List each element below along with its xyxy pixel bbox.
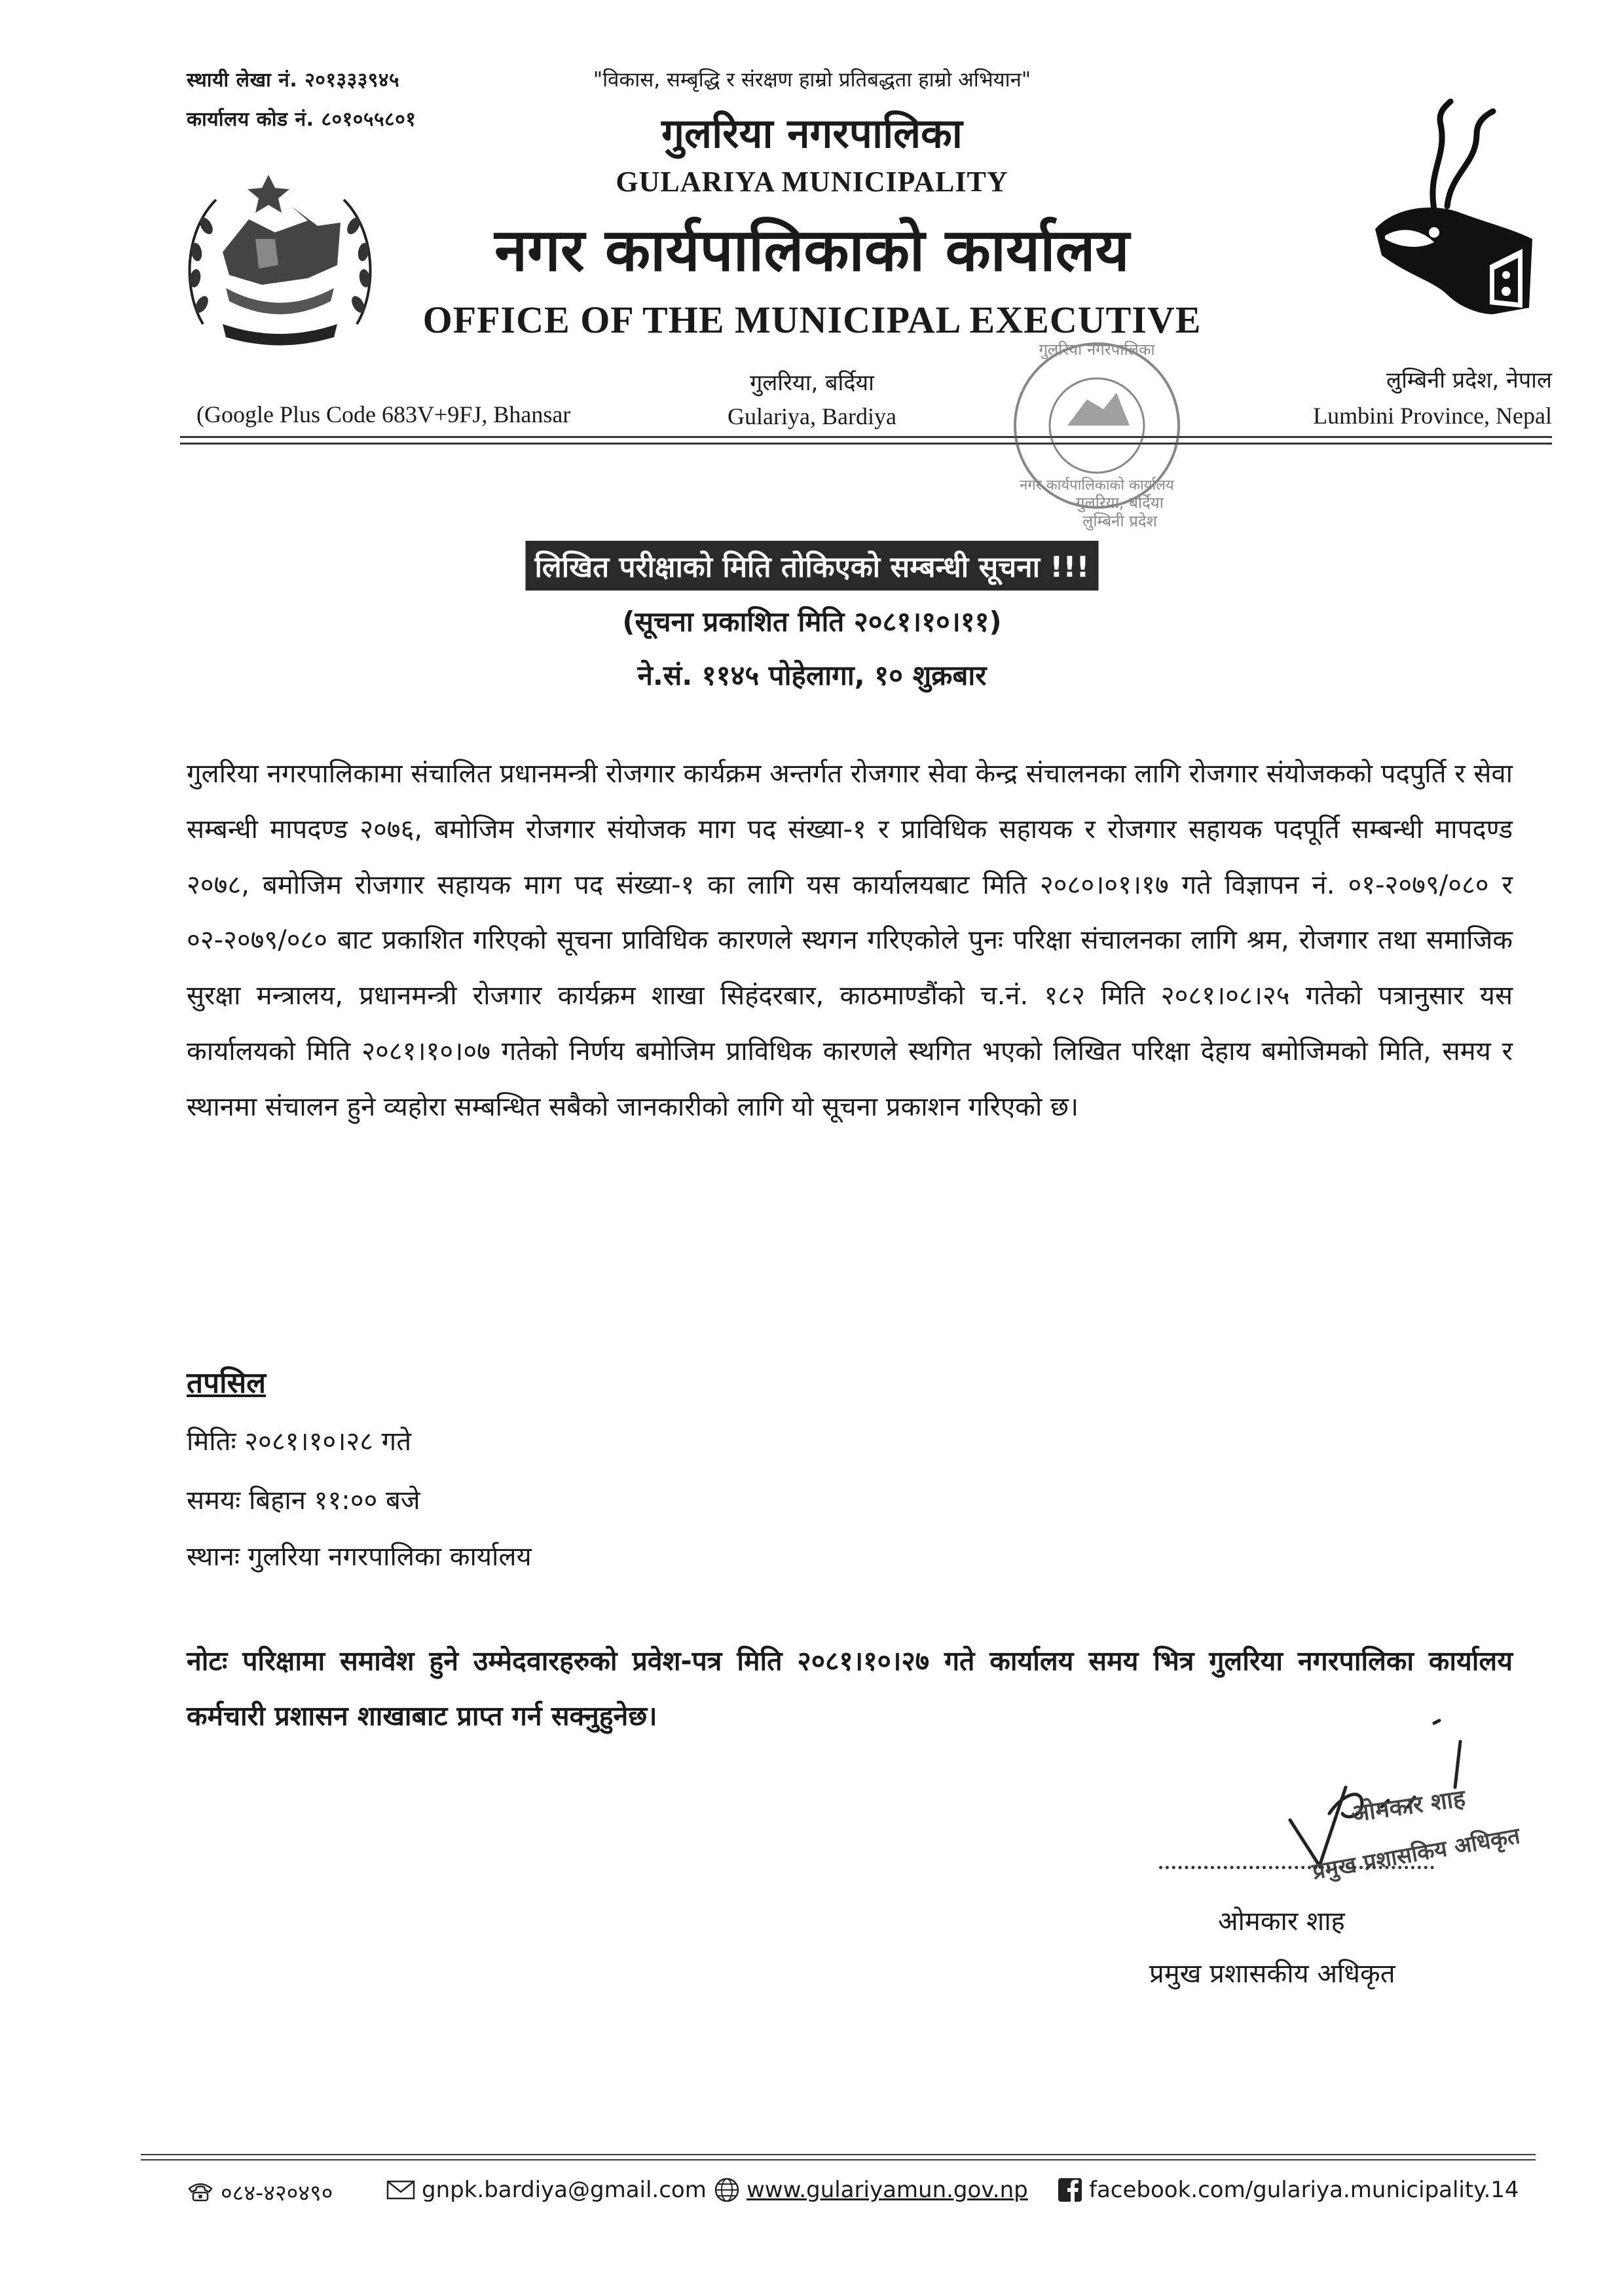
office-code: कार्यालय कोड नं. ८०१०५५८०१ [187,108,416,131]
schedule-heading: तपसिल [187,1366,267,1400]
footer-email-text[interactable]: gnpk.bardiya@gmail.com [422,2177,707,2203]
schedule-date: मितिः २०८१।१०।२८ गते [187,1427,411,1457]
phone-icon [187,2181,214,2203]
published-date: (सूचना प्रकाशित मिति २०८१।१०।११) [622,606,1002,638]
footer-rule-bottom [141,2159,1536,2160]
header-rule-top [180,436,1552,438]
registration-number: स्थायी लेखा नं. २०१३३३९४५ [187,69,400,92]
stamp-line3-text: गुलरिया, बर्दिया [1075,494,1164,512]
municipality-name-np: गुलरिया नगरपालिका [661,109,963,157]
blackbuck-logo-icon [1336,98,1545,337]
facebook-icon [1058,2178,1082,2202]
signature-stamp-name: ओमकार शाह [1349,1785,1467,1828]
office-name-en: OFFICE OF THE MUNICIPAL EXECUTIVE [422,299,1202,341]
office-name-np: नगर कार्यपालिकाको कार्यालय [494,216,1130,285]
location-np: गुलरिया, बर्दिया [750,370,874,396]
footer-email [386,2177,707,2203]
province-np: लुम्बिनी प्रदेश, नेपाल [1386,367,1552,393]
signatory-title: प्रमुख प्रशासकीय अधिकृत [1149,1959,1395,1989]
schedule-place: स्थानः गुलरिया नगरपालिका कार्यालय [187,1542,532,1572]
footer-facebook [1058,2177,1519,2203]
header-rule-bottom [180,443,1552,445]
footer-rule-top [141,2154,1536,2155]
schedule-time: समयः बिहान ११:०० बजे [187,1485,420,1516]
footer-phone-text: ०८४-४२०४९० [221,2180,333,2206]
globe-icon [714,2177,740,2203]
signature-line [1159,1866,1434,1869]
notice-body: गुलरिया नगरपालिकामा संचालित प्रधानमन्त्री रोजगार कार्यक्रम अन्तर्गत रोजगार सेवा केन्द्र संचालनका लागि रोजगार संयोजकको पदपुर्ति र सेवा सम्बन्धी मापदण्ड २०७६, बमोजिम रोजगार संयोजक माग पद संख्या-१ र प्राविधिक सहायक र रोजगार सहायक पदपूर्ति सम्बन्धी मापदण्ड २०७८, बमोजिम रोजगार सहायक माग पद संख्या-१ का लागि यस कार्यालयबाट मिति २०८०।०१।१७ गते विज्ञापन नं. ०१-२०७९/०८० र ०२-२०७९/०८० बाट प्रकाशित गरिएको सूचना प्राविधिक कारणले स्थगन गरिएकोले पुनः परिक्षा संचालनका लागि श्रम, रोजगार तथा समाजिक सुरक्षा मन्त्रालय, प्रधानमन्त्री रोजगार कार्यक्रम शाखा सिहंदरबार, काठमाण्डौंको च.नं. १८२ मिति २०८१।०८।२५ गतेको पत्रानुसार यस कार्यालयको मिति २०८१।१०।०७ गतेको निर्णय बमोजिम प्राविधिक कारणले स्थगित भएको लिखित परिक्षा देहाय बमोजिमको मिति, समय र स्थानमा संचालन हुने व्यहोरा सम्बन्धित सबैको जानकारीको लागि यो सूचना प्रकाशन गरिएको छ। [187,759,1513,1122]
footer-phone [187,2177,333,2207]
signatory-name: ओमकार शाह [1218,1906,1345,1937]
signature-stamp-title: प्रमुख प्रशासकिय अधिकृत [1310,1823,1522,1886]
footer-website-text[interactable]: www.gulariyamun.gov.np [747,2177,1028,2203]
notice-title: लिखित परीक्षाको मिति तोकिएको सम्बन्धी सूचना !!! [525,541,1098,591]
location-en: Gulariya, Bardiya [728,403,896,429]
municipality-name-en: GULARIYA MUNICIPALITY [616,166,1008,198]
google-plus-code: (Google Plus Code 683V+9FJ, Bhansar [196,401,571,428]
stamp-mid-text: नगर कार्यपालिकाको कार्यालय [1020,477,1174,494]
stamp-top-text: गुलरिया नगरपालिका [1039,340,1155,359]
footer-website [714,2177,1028,2203]
province-en: Lumbini Province, Nepal [1313,403,1552,429]
office-stamp [989,327,1205,533]
footer-facebook-text[interactable]: facebook.com/gulariya.municipality.14 [1089,2177,1519,2203]
nepal-government-emblem-icon [177,160,383,353]
admit-card-note: नोटः परिक्षामा समावेश हुने उम्मेदवारहरुको प्रवेश-पत्र मिति २०८१।१०।२७ गते कार्यालय समय भित्र गुलरिया नगरपालिका कार्यालय कर्मचारी प्रशासन शाखाबाट प्राप्त गर्न सक्नुहुनेछ। [187,1645,1513,1732]
stamp-line4-text: लुम्बिनी प्रदेश [1082,512,1157,530]
envelope-icon [386,2179,415,2200]
motto: "विकास, सम्बृद्धि र संरक्षण हाम्रो प्रतिबद्धता हाम्रो अभियान" [593,68,1031,92]
nepal-sambat-date: ने.सं. ११४५ पोहेलागा, १० शुक्रबार [637,659,987,691]
